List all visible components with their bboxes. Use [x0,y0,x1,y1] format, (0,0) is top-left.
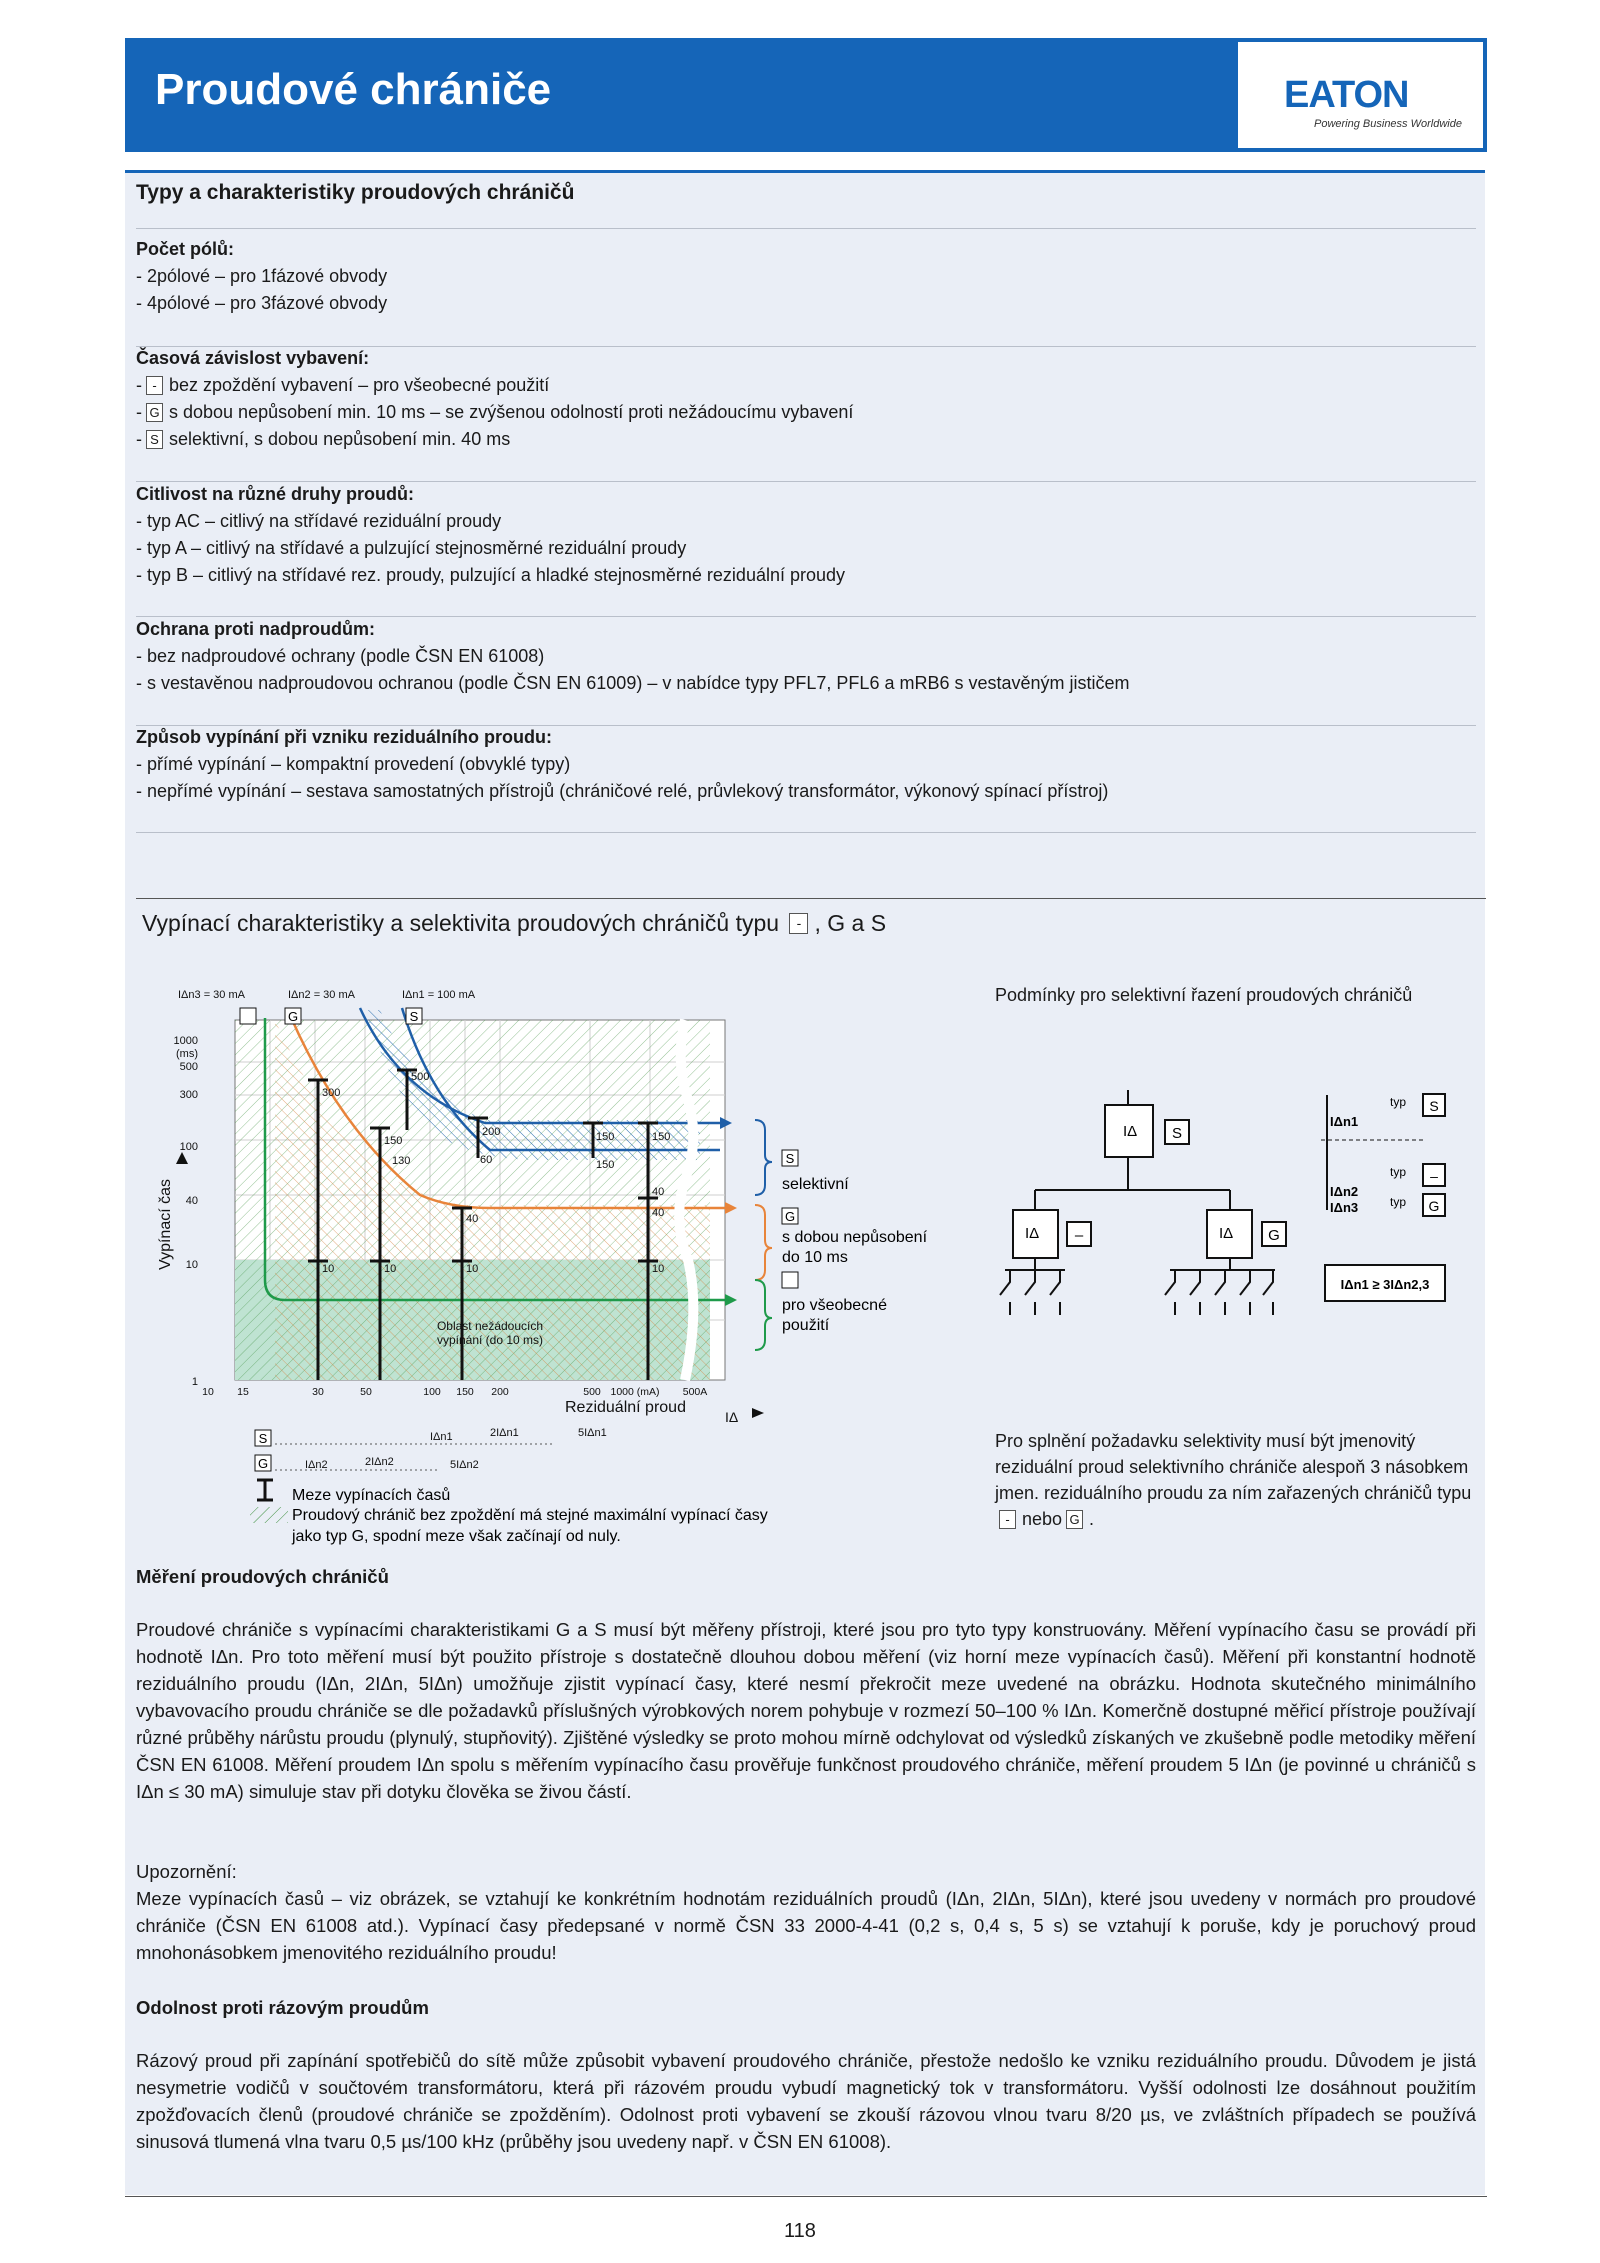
s-box-letter: S [409,1009,419,1024]
diagram-top-label: IΔ [1123,1123,1138,1140]
divider [136,832,1476,833]
svg-text:150: 150 [596,1159,615,1171]
type-box: S [146,430,163,449]
diagram-lines [1005,1090,1275,1270]
footer-rule [125,2196,1487,2197]
type-box: - [999,1510,1016,1529]
hatch-legend-swatch [250,1507,288,1523]
svg-text:500A: 500A [682,1386,708,1398]
typ-s-letter: S [1429,1098,1439,1114]
list-item: - - bez zpoždění vybavení – pro všeobecné použití [136,375,550,395]
diagram-left-label: IΔ [1025,1225,1040,1242]
svg-text:150: 150 [596,1131,615,1143]
list-item: - G s dobou nepůsobení min. 10 ms – se zvýšenou odolností proti nežádoucímu vybavení [136,402,854,422]
brace-s [755,1120,772,1195]
divider [136,228,1476,229]
svg-text:(ms): (ms) [176,1048,198,1060]
warning-heading: Upozornění: [136,1861,237,1882]
selectivity-title: Podmínky pro selektivní řazení proudových chráničů [995,985,1413,1005]
list-item: - bez nadproudové ochrany (podle ČSN EN 61008) [136,646,545,666]
list-item: - přímé vypínání – kompaktní provedení (obvyklé typy) [136,754,571,774]
type-box: - [789,913,808,934]
arrow-g [725,1202,737,1214]
type-box: G [1066,1510,1083,1529]
svg-text:500: 500 [583,1386,601,1398]
row-g-labels [305,1456,479,1471]
group-sensitivity [136,481,845,589]
list-item: - typ B – citlivý na střídavé rez. proudy, pulzující a hladké stejnosměrné reziduální proudy [136,565,846,585]
page-title: Proudové chrániče [155,65,552,114]
group-heading: Počet pólů: [136,239,234,259]
eaton-logo [1238,42,1483,148]
svg-text:40: 40 [466,1213,479,1225]
zone-label: Oblast nežádoucích vypínání (do 10 ms) [436,1319,544,1347]
row-s-letter: S [258,1431,268,1446]
diagram-dash-letter: – [1074,1227,1084,1244]
svg-text:150: 150 [652,1131,671,1143]
list-item: - 4pólové – pro 3fázové obvody [136,293,388,313]
svg-text:30: 30 [312,1386,324,1398]
page-number: 118 [784,2220,816,2242]
row-g-letter: G [257,1456,269,1471]
group-poles [136,236,387,317]
typ-g-letter: G [1428,1198,1440,1214]
legend-g-letter: G [784,1209,796,1224]
general-box [240,1008,256,1024]
n2-label: IΔn2 [1330,1184,1359,1199]
svg-text:1000: 1000 [173,1035,198,1047]
group-tripping [136,724,1108,805]
legend-g-text: s dobou nepůsobení do 10 ms [782,1229,928,1266]
svg-text:40: 40 [652,1186,665,1198]
selectivity-text: Pro splnění požadavku selektivity musí být jmenovitý reziduální proud selektivního chrániče alespoň 3 násobkem jmen. reziduálního proudu za ním zařazených chráničů typu - nebo G . [995,1431,1472,1529]
typ-dash-letter: – [1430,1168,1438,1184]
group-timing [136,345,853,453]
surge-heading: Odolnost proti rázovým proudům [136,1997,429,2018]
section2-title: Vypínací charakteristiky a selektivita proudových chráničů typu - , G a S [142,910,887,936]
svg-text:2IΔn2: 2IΔn2 [365,1456,394,1468]
x-axis-symbol: IΔ [725,1409,739,1425]
list-item: - 2pólové – pro 1fázové obvody [136,266,388,286]
svg-text:40: 40 [652,1207,665,1219]
group-heading: Ochrana proti nadproudům: [136,619,376,639]
svg-text:150: 150 [384,1135,403,1147]
measurement-heading: Měření proudových chráničů [136,1566,389,1587]
svg-text:IΔn1: IΔn1 [430,1431,453,1443]
svg-text:10: 10 [652,1263,665,1275]
svg-text:40: 40 [185,1195,198,1207]
n1-label: IΔn1 [1330,1114,1359,1129]
group-heading: Časová závislost vybavení: [136,348,370,368]
brace-g [755,1205,772,1280]
group-heading: Citlivost na různé druhy proudů: [136,484,414,504]
y-axis-arrow [176,1152,188,1164]
svg-text:500: 500 [179,1061,198,1073]
list-item: - typ AC – citlivý na střídavé reziduální proudy [136,511,502,531]
svg-text:2IΔn1: 2IΔn1 [490,1427,519,1439]
svg-text:60: 60 [480,1154,493,1166]
y-axis-label: Vypínací čas [157,1178,174,1270]
svg-text:IΔn2 = 30 mA: IΔn2 = 30 mA [288,989,355,1001]
limits-legend: Meze vypínacích časů [292,1487,451,1504]
selectivity-diagram [985,1070,1465,1370]
svg-text:150: 150 [456,1386,474,1398]
hatch-legend: Proudový chránič bez zpoždění má stejné maximální vypínací časy jako typ G, spodní meze však začínají od nuly. [292,1507,768,1545]
list-item: - typ A – citlivý na střídavé a pulzující stejnosměrné reziduální proudy [136,538,687,558]
legend-s-letter: S [785,1151,795,1166]
svg-text:5IΔn2: 5IΔn2 [450,1459,479,1471]
svg-text:IΔn3 = 30 mA: IΔn3 = 30 mA [178,989,245,1001]
legend-selective: selektivní [782,1176,849,1193]
section-title: Typy a charakteristiky proudových chráničů [136,181,575,204]
measurement-paragraph: Proudové chrániče s vypínacími charakteristikami G a S musí být měřeny přístroji, které jsou pro tyto typy konstruovány. Měření vypínacího času se provádí při hodnotě IΔn. Pro toto měření musí být použito přístroje s dostatečně dlouhou dobou měření (viz horní meze vypínacích časů). Měření při konstantní hodnotě reziduálního proudu (IΔn, 2IΔn, 5IΔn) umožňuje zjistit vypínací časy, které nesmí překročit meze uvedené na obrázku. Hodnota skutečného minimálního vybavovacího proudu chrániče se dle požadavků příslušných výrobkových norem pohybuje v rozmezí 50–100 % IΔn. Komerčně dostupné měřicí přístroje používají různé průběhy nárůstu proudu (plynulý, stupňovitý). Zjištěné výsledky se proto mohou mírně odchylovat od výsledků získaných ve zkušebně podle metodiky měření ČSN EN 61008. Měření proudem IΔn spolu s měřením vypínacího času prověřuje funkčnost proudového chrániče, měření proudem 5 IΔn (je povinné u chráničů s IΔn ≤ 30 mA) simuluje stav při dotyku člověka se živou částí. [136,1619,1476,1802]
group-heading: Způsob vypínání při vzniku reziduálního proudu: [136,727,553,747]
g-box-letter: G [287,1009,299,1024]
logo-tagline: Powering Business Worldwide [1314,118,1462,130]
section2-rule [136,898,1486,899]
limits-legend-icon [257,1480,273,1500]
n3-label: IΔn3 [1330,1200,1359,1215]
svg-text:130: 130 [392,1155,411,1167]
top-rule [125,170,1485,173]
svg-text:100: 100 [179,1141,198,1153]
type-box: - [146,376,163,395]
typ-label-g: typ [1390,1195,1407,1209]
condition-label: IΔn1 ≥ 3IΔn2,3 [1340,1277,1430,1292]
svg-text:300: 300 [322,1087,341,1099]
arrow-s [720,1117,732,1129]
arrow-general [725,1294,737,1306]
list-item: - s vestavěnou nadproudovou ochranou (podle ČSN EN 61009) – v nabídce typy PFL7, PFL6 a mRB6 s vestavěným jističem [136,673,1130,693]
typ-label-dash: typ [1390,1165,1407,1179]
tripping-characteristics-chart [140,980,980,1560]
svg-text:10: 10 [384,1263,397,1275]
svg-text:IΔn1 = 100 mA: IΔn1 = 100 mA [402,989,476,1001]
svg-text:200: 200 [482,1126,501,1138]
row-s-labels [430,1427,607,1443]
legend-general-box [782,1272,798,1288]
surge-paragraph: Rázový proud při zapínání spotřebičů do sítě může způsobit vybavení proudového chrániče, přestože nedošlo ke vzniku reziduálního proudu. Důvodem je jistá nesymetrie vodičů v součtovém transformátoru, která při rázovém proudu vybudí magnetický tok v transformátoru. Vyšší odolnosti lze dosáhnout použitím zpožďovacích členů (proudové chrániče se zpožděním). Odolnost proti vybavení se zkouší rázovou vlnou tvaru 8/20 µs, ve zvláštních případech se používá sinusová tlumená vlna tvaru 0,5 µs/100 kHz (průběhy jsou uvedeny např. v ČSN EN 61008). [136,2050,1476,2152]
svg-text:IΔn2: IΔn2 [305,1459,328,1471]
diagram-s-letter: S [1171,1125,1183,1142]
x-axis-label: Reziduální proud [565,1399,686,1416]
warning-paragraph: Meze vypínacích časů – viz obrázek, se vztahují ke konkrétním hodnotám reziduálních proudů (IΔn, 2IΔn, 5IΔn), které jsou uvedeny v normách pro proudové chrániče (ČSN EN 61008 atd.). Vypínací časy předepsané v normě ČSN 33 2000-4-41 (0,2 s, 0,4 s, 5 s) se vztahují k poruše, kdy je poruchový proud mnohonásobkem jmenovitého reziduálního proudu! [136,1888,1476,1963]
svg-text:500: 500 [411,1071,430,1083]
page-header [125,38,1487,152]
svg-text:10: 10 [322,1263,335,1275]
legend-general-text: pro všeobecné použití [782,1297,887,1334]
svg-text:10: 10 [466,1263,479,1275]
logo-wordmark: EATON [1284,74,1409,116]
svg-text:5IΔn1: 5IΔn1 [578,1427,607,1439]
svg-text:50: 50 [360,1386,372,1398]
diagram-right-label: IΔ [1219,1225,1234,1242]
svg-text:300: 300 [179,1089,198,1101]
svg-text:1000 (mA): 1000 (mA) [610,1386,660,1398]
svg-text:15: 15 [237,1386,249,1398]
svg-text:100: 100 [423,1386,441,1398]
svg-text:10: 10 [185,1259,198,1271]
list-item: - nepřímé vypínání – sestava samostatných přístrojů (chráničové relé, průvlekový transformátor, výkonový spínací přístroj) [136,781,1109,801]
y-tick-labels [174,1035,198,1388]
group-overcurrent [136,616,1130,697]
typ-label-s: typ [1390,1095,1407,1109]
list-item: - S selektivní, s dobou nepůsobení min. 40 ms [136,429,511,449]
switch-symbols [1000,1270,1273,1315]
svg-text:10: 10 [202,1386,214,1398]
top-labels [178,989,476,1001]
x-tick-labels [202,1386,707,1398]
x-axis-arrow [752,1408,764,1418]
diagram-g-letter: G [1268,1227,1280,1244]
type-box: G [146,403,163,422]
svg-text:1: 1 [191,1376,198,1388]
svg-text:200: 200 [491,1386,509,1398]
brace-general [755,1280,772,1350]
